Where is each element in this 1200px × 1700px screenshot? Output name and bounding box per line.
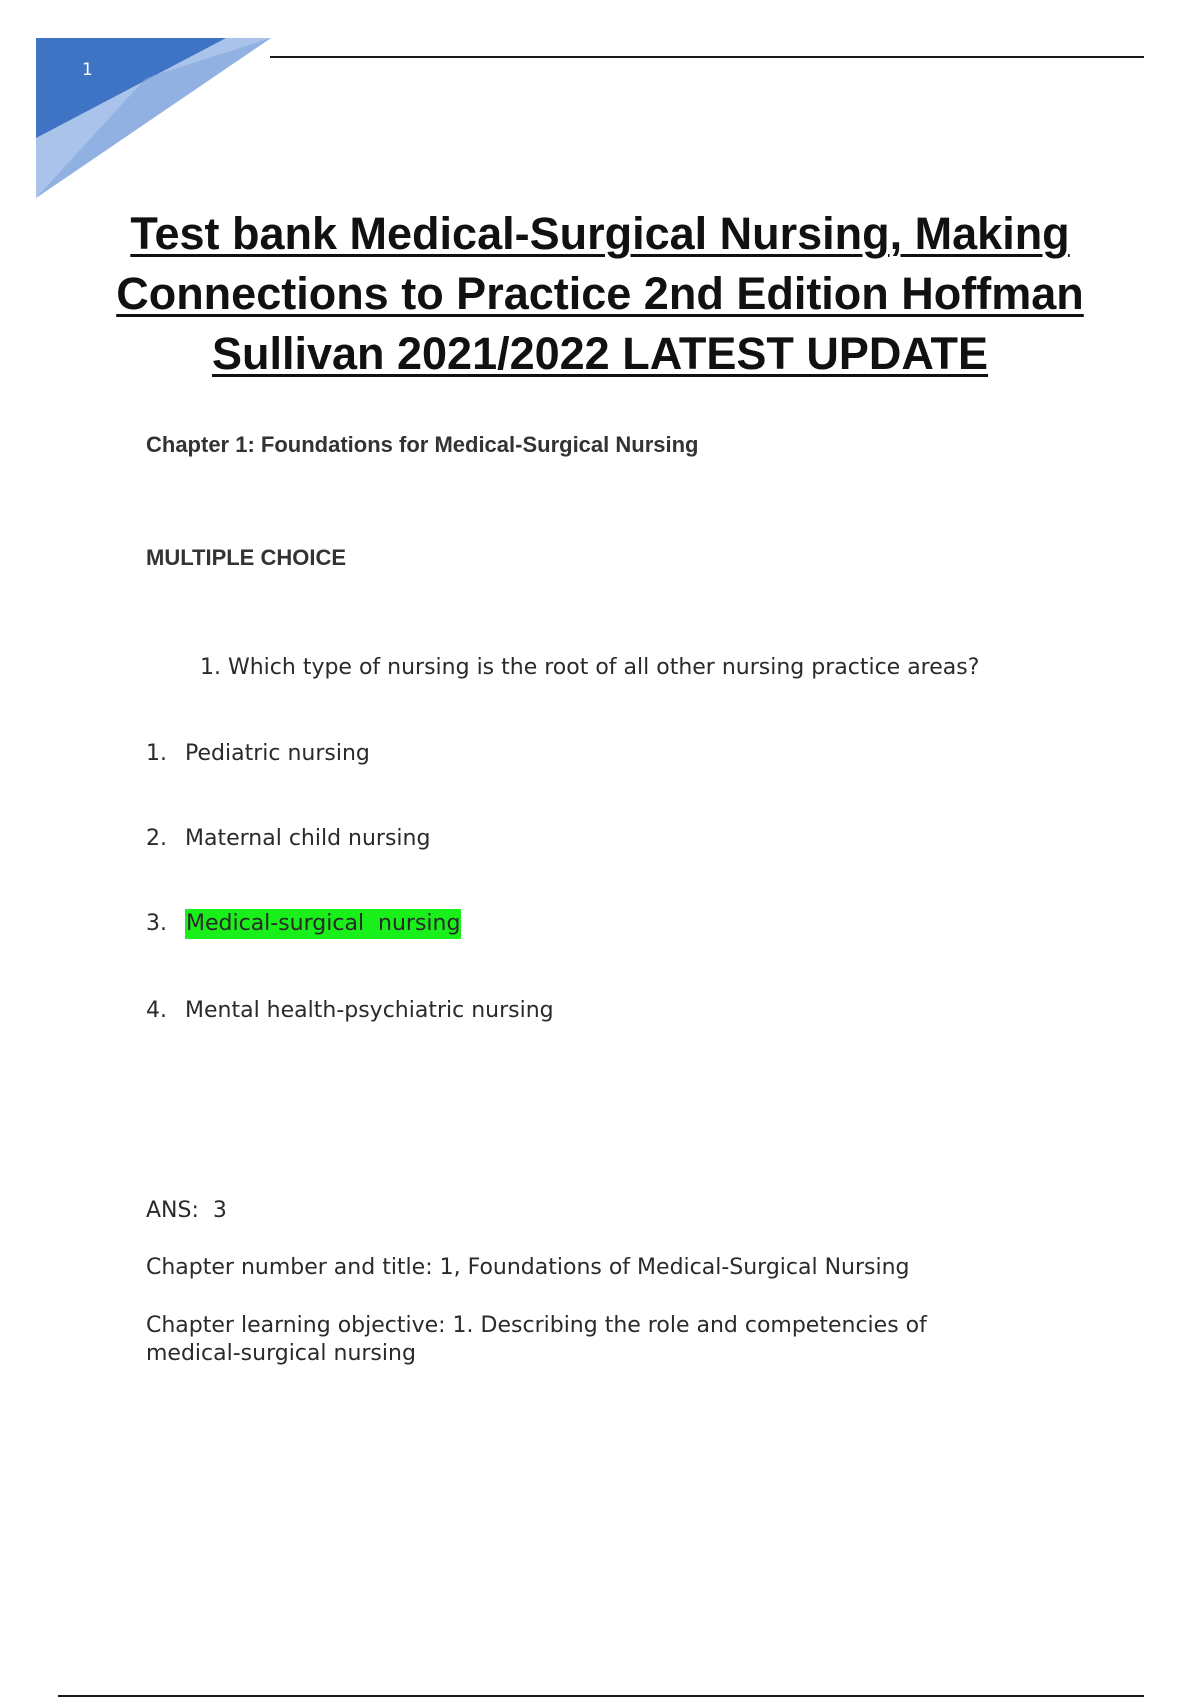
- option-1: [146, 741, 370, 766]
- option-number: 2.: [146, 826, 167, 851]
- option-2: [146, 826, 430, 851]
- chapter-heading: Chapter 1: Foundations for Medical-Surgical Nursing: [146, 432, 699, 457]
- learning-objective: Chapter learning objective: 1. Describing the role and competencies of medical-surgical nursing: [146, 1313, 927, 1366]
- option-label-highlighted: Medical-surgical nursing: [185, 909, 461, 939]
- option-number: 1.: [146, 741, 167, 766]
- chapter-number-title: Chapter number and title: 1, Foundations of Medical-Surgical Nursing: [146, 1255, 910, 1280]
- header-rule: [270, 56, 1144, 58]
- document-title: Test bank Medical-Surgical Nursing, Making Connections to Practice 2nd Edition Hoffman Sullivan 2021/2022 LATEST UPDATE: [116, 208, 1084, 379]
- option-3: [146, 911, 461, 936]
- option-label: Mental health-psychiatric nursing: [185, 998, 554, 1023]
- option-label: Maternal child nursing: [185, 826, 431, 851]
- footer-rule: [58, 1695, 1144, 1697]
- question-text: 1. Which type of nursing is the root of all other nursing practice areas?: [200, 655, 980, 680]
- option-4: [146, 998, 554, 1023]
- page-number: 1: [82, 60, 93, 80]
- corner-decoration: [36, 38, 271, 203]
- option-label: Pediatric nursing: [185, 741, 370, 766]
- option-number: 3.: [146, 911, 167, 936]
- section-heading: MULTIPLE CHOICE: [146, 545, 347, 570]
- answer-line: ANS: 3: [146, 1198, 227, 1223]
- option-number: 4.: [146, 998, 167, 1023]
